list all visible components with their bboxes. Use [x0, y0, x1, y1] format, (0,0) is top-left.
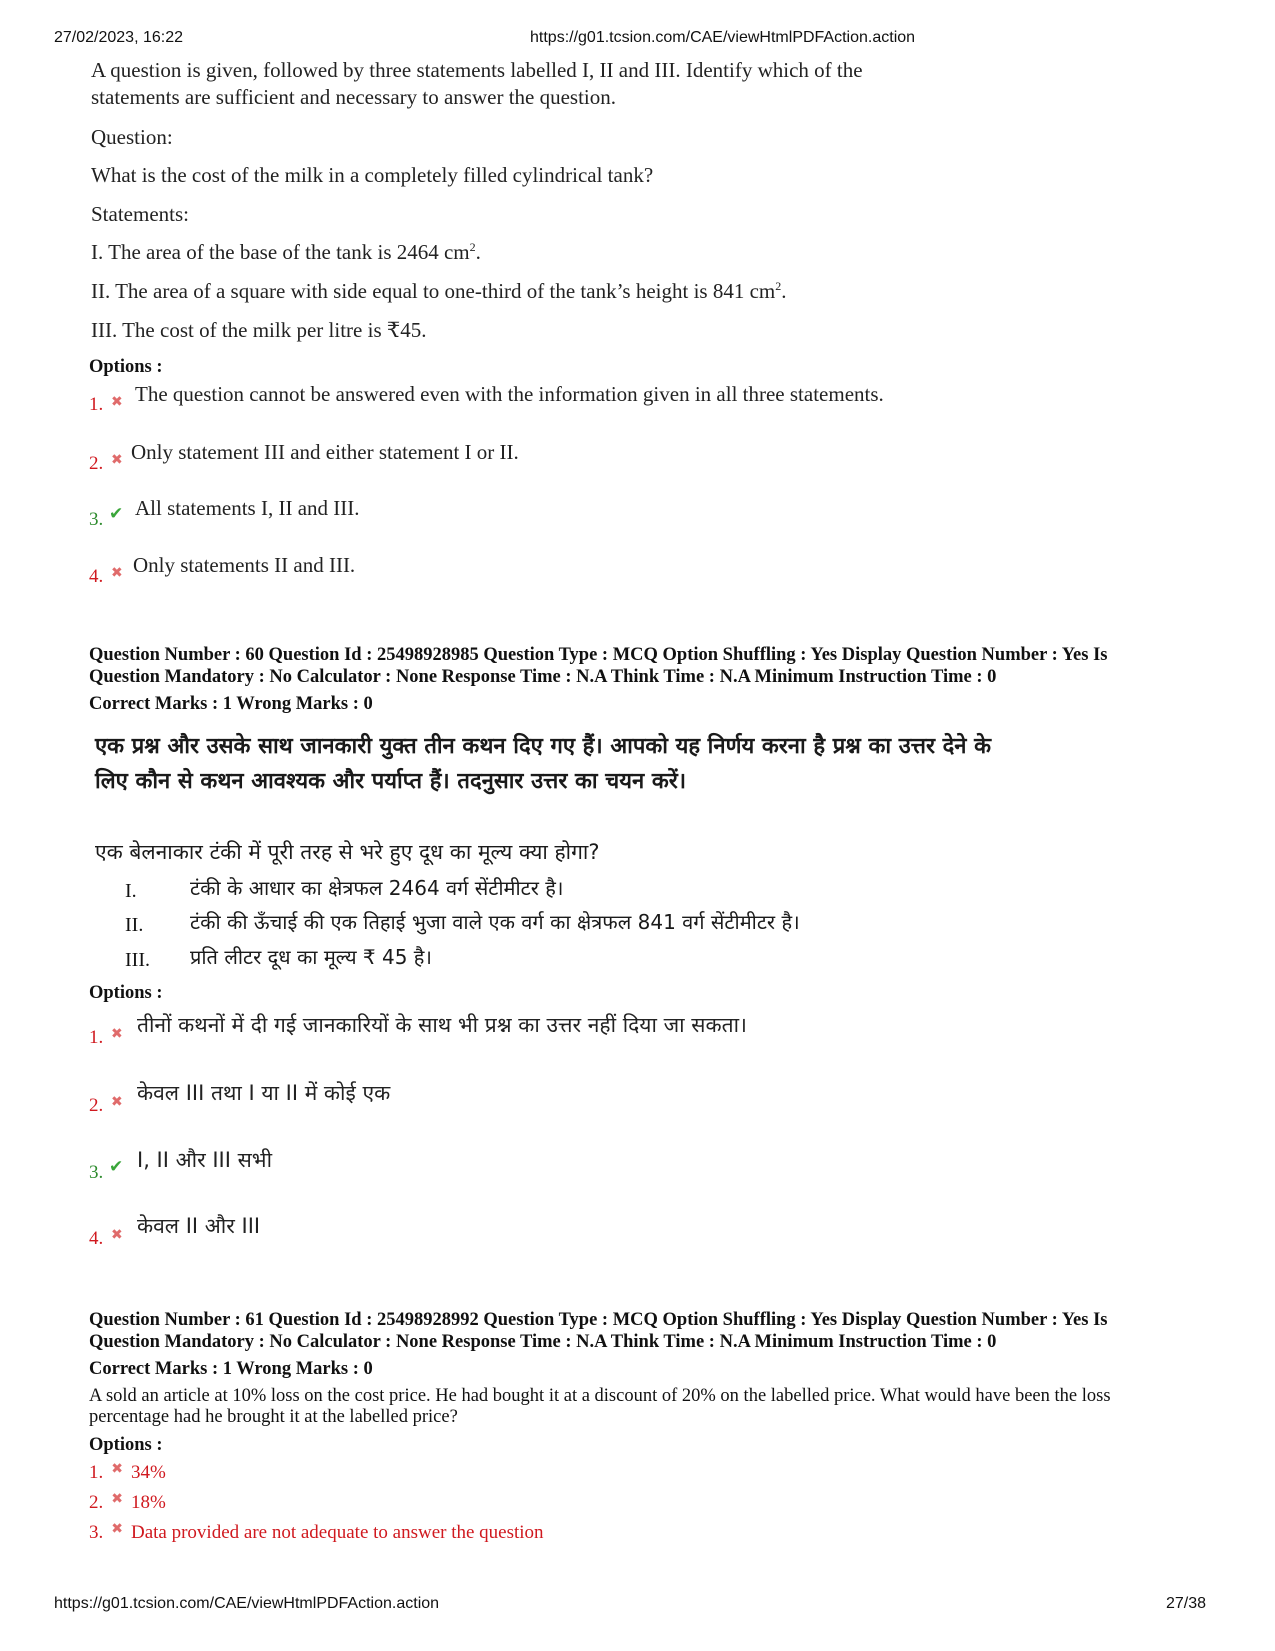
q59-question-label: Question:	[91, 125, 173, 149]
option-text: 34%	[130, 1462, 166, 1483]
option-text: I, II और III सभी	[137, 1148, 273, 1172]
option-text: केवल II और III	[137, 1214, 261, 1238]
q59-statement-1: I. The area of the base of the tank is 2464 $cm^2$.	[91, 240, 481, 264]
cross-icon: ✖	[111, 565, 123, 581]
q61-options-label: Options :	[89, 1435, 163, 1455]
q61-meta-line2: Question Mandatory : No Calculator : None Response Time : N.A Think Time : N.A Minimum Instruction Time : 0	[89, 1332, 997, 1352]
print-datetime: 27/02/2023, 16:22	[54, 29, 184, 46]
statement-number: III.	[125, 949, 150, 971]
check-icon: ✔	[109, 1157, 124, 1177]
q59-intro-line2: statements are sufficient and necessary to answer the question.	[91, 85, 617, 109]
option-text: The question cannot be answered even with the information given in all three statements.	[135, 382, 884, 406]
check-icon: ✔	[109, 504, 124, 524]
q60-hindi-intro-line1: एक प्रश्न और उसके साथ जानकारी युक्त तीन कथन दिए गए हैं। आपको यह निर्णय करना है प्रश्न का उत्तर देने के	[95, 734, 992, 759]
option-number: 2.	[89, 1095, 104, 1116]
q59-options-label: Options :	[89, 357, 163, 377]
option-text: All statements I, II and III.	[135, 496, 360, 520]
statement-text: टंकी के आधार का क्षेत्रफल 2464 वर्ग सेंटीमीटर है।	[190, 876, 564, 900]
q59-statement-2: II. The area of a square with side equal to one-third of the tank’s height is 841 $cm^2$.	[91, 279, 787, 303]
option-number: 4.	[89, 1228, 104, 1249]
option-text: Data provided are not adequate to answer the question	[130, 1522, 544, 1543]
q60-hindi-question: एक बेलनाकार टंकी में पूरी तरह से भरे हुए दूध का मूल्य क्या होगा?	[95, 840, 600, 864]
q61-option-3	[89, 1522, 544, 1544]
q60-meta-line2: Question Mandatory : No Calculator : None Response Time : N.A Think Time : N.A Minimum Instruction Time : 0	[89, 667, 997, 687]
option-number: 1.	[89, 1027, 104, 1048]
option-number: 4.	[89, 566, 104, 587]
cross-icon: ✖	[111, 1461, 123, 1477]
option-number: 3.	[89, 1162, 104, 1183]
q61-text-line1: A sold an article at 10% loss on the cost price. He had bought it at a discount of 20% on the labelled price. What would have been the loss	[89, 1386, 1111, 1406]
q61-marks: Correct Marks : 1 Wrong Marks : 0	[89, 1359, 373, 1379]
q61-option-1	[89, 1462, 166, 1484]
q59-statement-3: III. The cost of the milk per litre is ₹45.	[91, 318, 427, 342]
option-number: 1.	[89, 1462, 104, 1483]
statement-text: प्रति लीटर दूध का मूल्य ₹ 45 है।	[190, 945, 432, 969]
statement-number: II.	[125, 914, 144, 936]
cross-icon: ✖	[111, 1521, 123, 1537]
q61-option-2	[89, 1492, 166, 1514]
statement-number: I.	[125, 880, 137, 902]
print-url: https://g01.tcsion.com/CAE/viewHtmlPDFAction.action	[530, 29, 916, 46]
cross-icon: ✖	[111, 1227, 123, 1243]
q60-options-label: Options :	[89, 983, 163, 1003]
q61-meta-line1: Question Number : 61 Question Id : 25498928992 Question Type : MCQ Option Shuffling : Yes Display Question Number : Yes Is	[89, 1310, 1108, 1330]
option-text: Only statement III and either statement I or II.	[131, 440, 519, 464]
q60-hindi-intro-line2: लिए कौन से कथन आवश्यक और पर्याप्त हैं। तदनुसार उत्तर का चयन करें।	[95, 769, 687, 794]
q61-text-line2: percentage had he brought it at the labelled price?	[89, 1407, 458, 1427]
cross-icon: ✖	[111, 1491, 123, 1507]
q60-marks: Correct Marks : 1 Wrong Marks : 0	[89, 694, 373, 714]
statement-text: टंकी की ऊँचाई की एक तिहाई भुजा वाले एक वर्ग का क्षेत्रफल 841 वर्ग सेंटीमीटर है।	[190, 910, 800, 934]
cross-icon: ✖	[111, 1026, 123, 1042]
option-text: केवल III तथा I या II में कोई एक	[137, 1081, 391, 1105]
cross-icon: ✖	[111, 452, 123, 468]
option-number: 2.	[89, 453, 104, 474]
cross-icon: ✖	[111, 394, 123, 410]
option-number: 2.	[89, 1492, 104, 1513]
q59-intro-line1: A question is given, followed by three statements labelled I, II and III. Identify which of the	[91, 58, 863, 82]
option-text: Only statements II and III.	[133, 553, 356, 577]
footer-url: https://g01.tcsion.com/CAE/viewHtmlPDFAction.action	[54, 1595, 440, 1612]
option-text: 18%	[130, 1492, 166, 1513]
q59-statements-label: Statements:	[91, 202, 189, 226]
cross-icon: ✖	[111, 1094, 123, 1110]
page-number: 27/38	[1166, 1595, 1207, 1612]
q59-question: What is the cost of the milk in a completely filled cylindrical tank?	[91, 163, 654, 187]
q60-statements-list	[125, 872, 1225, 982]
option-number: 3.	[89, 509, 104, 530]
option-number: 1.	[89, 394, 104, 415]
q60-meta-line1: Question Number : 60 Question Id : 25498928985 Question Type : MCQ Option Shuffling : Yes Display Question Number : Yes Is	[89, 645, 1108, 665]
option-text: तीनों कथनों में दी गई जानकारियों के साथ भी प्रश्न का उत्तर नहीं दिया जा सकता।	[137, 1013, 747, 1037]
option-number: 3.	[89, 1522, 104, 1543]
